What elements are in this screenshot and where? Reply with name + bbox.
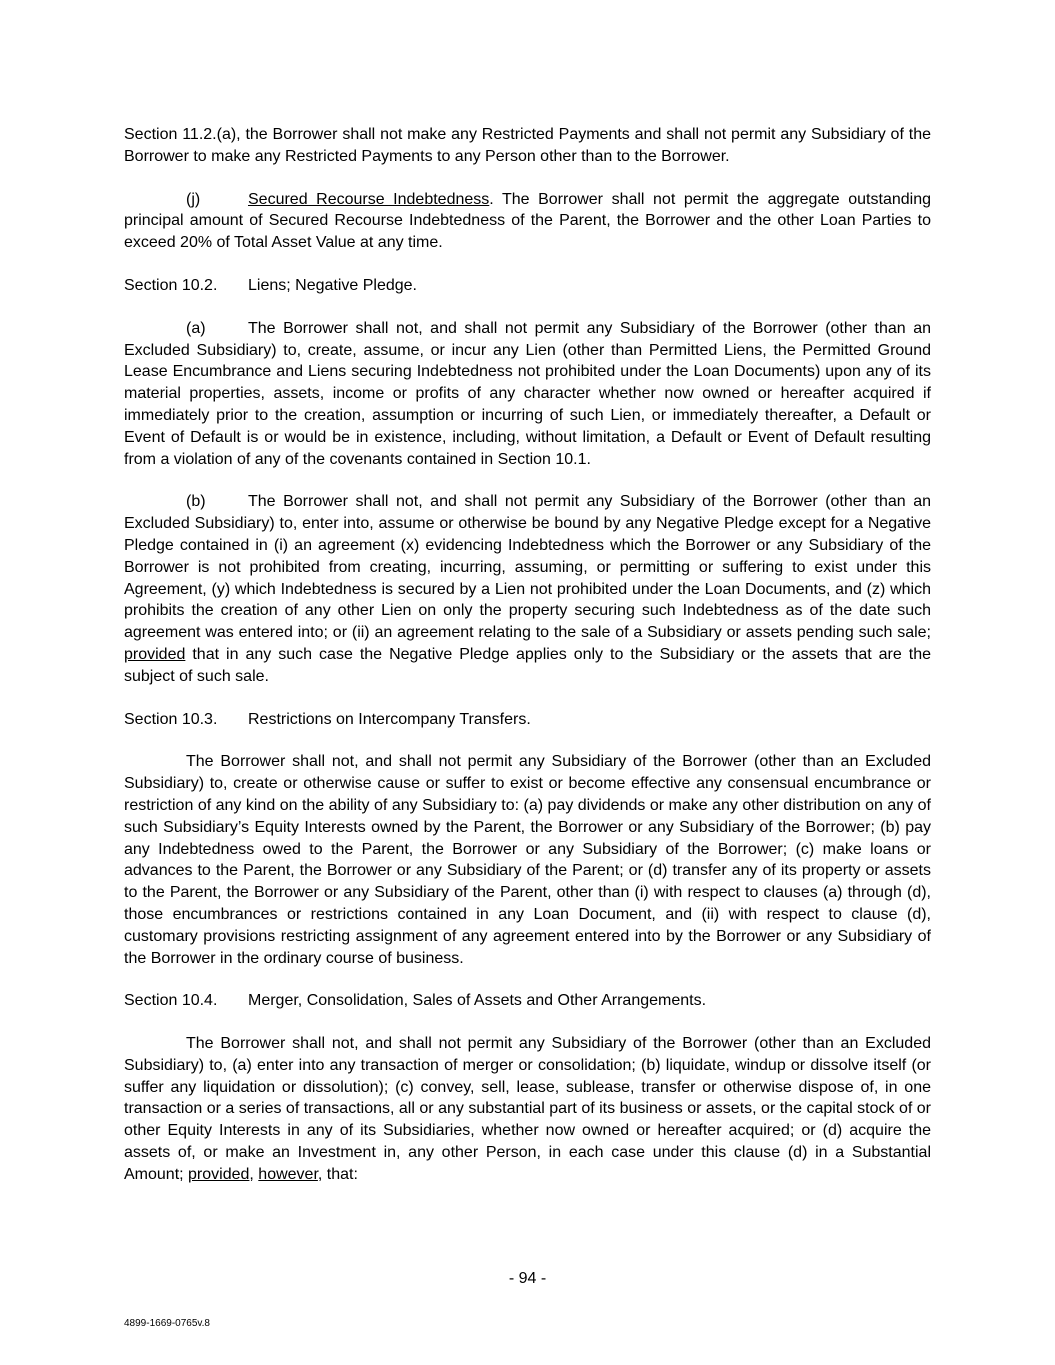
document-id: 4899-1669-0765v.8 (124, 1318, 210, 1329)
section-10-3-body: The Borrower shall not, and shall not permit any Subsidiary of the Borrower (other than an Excluded Subsidiary) to, create or otherwise cause or suffer to exist or become effective any consensual encumbrance or restriction of any kind on the ability of any Subsidiary to: (a) pay dividends or make any other distribution on any of such Subsidiary’s Equity Interests owned by the Parent, the Borrower or any Subsidiary of the Borrower; (b) pay any Indebtedness owed to the Parent, the Borrower or any Subsidiary of the Borrower; (c) make loans or advances to the Parent, the Borrower or any Subsidiary of the Parent; or (d) transfer any of its property or assets to the Parent, the Borrower or any Subsidiary of the Parent, other than (i) with respect to clauses (a) through (d), those encumbrances or restrictions contained in any Loan Document, and (ii) with respect to clause (d), customary provisions restricting assignment of any agreement entered into by the Borrower or any Subsidiary of the Borrower in the ordinary course of business. (124, 753, 931, 967)
provided-term: provided (188, 1165, 250, 1183)
paragraph-j-label: (j) (186, 190, 201, 208)
comma: , (249, 1165, 259, 1183)
section-10-2-heading (124, 275, 931, 297)
section-number: Section 10.3. (124, 710, 218, 728)
section-10-4-body (124, 1033, 931, 1186)
section-10-2-b (124, 491, 931, 687)
section-title: Merger, Consolidation, Sales of Assets and Other Arrangements. (248, 992, 707, 1010)
top-paragraph: Section 11.2.(a), the Borrower shall not make any Restricted Payments and shall not permit any Subsidiary of the Borrower to make any Restricted Payments to any Person other than to the Borrower. (124, 126, 931, 165)
page-number: - 94 - (508, 1270, 547, 1287)
document-page (124, 124, 931, 1207)
section-10-2-a (124, 318, 931, 471)
paragraph-j-title: Secured Recourse Indebtedness (248, 190, 490, 208)
however-term: however (258, 1165, 318, 1183)
clause-text: The Borrower shall not, and shall not permit any Subsidiary of the Borrower (other than an Excluded Subsidiary) to, create, assume, or incur any Lien (other than Permitted Liens, the Permitted Ground Lease Encumbrance and Liens securing Indebtedness not prohibited under the Loan Documents) upon any of its material properties, assets, income or profits of any character whether now owned or hereafter acquired if immediately prior to the creation, assumption or incurring of such Lien, or immediately thereafter, a Default or Event of Default is or would be in existence, including, without limitation, a Default or Event of Default resulting from a violation of any of the covenants contained in Section 10.1. (124, 319, 931, 468)
section-text: The Borrower shall not, and shall not permit any Subsidiary of the Borrower (other than an Excluded Subsidiary) to, (a) enter into any transaction of merger or consolidation; (b) liquidate, windup or dissolve itself (or suffer any liquidation or dissolution); (c) convey, sell, lease, sublease, transfer or otherwise dispose of, in one transaction or a series of transactions, all or any substantial part of its business or assets, or the capital stock of or other Equity Interests in any of its Subsidiaries, whether now owned or hereafter acquired; or (d) acquire the assets of, or make an Investment in, any other Person, in each case under this clause (d) in a Substantial Amount; (124, 1035, 931, 1183)
section-number: Section 10.4. (124, 992, 218, 1010)
section-number: Section 10.2. (124, 276, 218, 294)
clause-text-after: that in any such case the Negative Pledge applies only to the Subsidiary or the assets that are the subject of such sale. (124, 645, 931, 685)
section-10-4-heading (124, 990, 931, 1012)
paragraph-j-text: . The Borrower shall not permit the aggregate outstanding principal amount of Secured Recourse Indebtedness of the Parent, the Borrower and the other Loan Parties to exceed 20% of Total Asset Value at any time. (124, 190, 931, 252)
clause-label: (a) (186, 319, 206, 337)
section-text-after: , that: (317, 1165, 358, 1183)
paragraph-j (124, 189, 931, 254)
clause-text: The Borrower shall not, and shall not permit any Subsidiary of the Borrower (other than an Excluded Subsidiary) to, enter into, assume or otherwise be bound by any Negative Pledge except for a Negative Pledge contained in (i) an agreement (x) evidencing Indebtedness which the Borrower or any Subsidiary of the Borrower is not prohibited from creating, incurring, assuming, or permitting or suffering to exist under this Agreement, (y) which Indebtedness is secured by a Lien not prohibited under the Loan Documents, and (z) which prohibits the creation of any other Lien on only the property securing such Indebtedness as of the date such agreement was entered into; or (ii) an agreement relating to the sale of a Subsidiary or assets pending such sale; (124, 493, 931, 642)
clause-label: (b) (186, 493, 206, 511)
section-title: Liens; Negative Pledge. (248, 276, 417, 294)
provided-term: provided (124, 645, 186, 663)
section-10-3-heading (124, 709, 931, 731)
section-title: Restrictions on Intercompany Transfers. (248, 710, 531, 728)
